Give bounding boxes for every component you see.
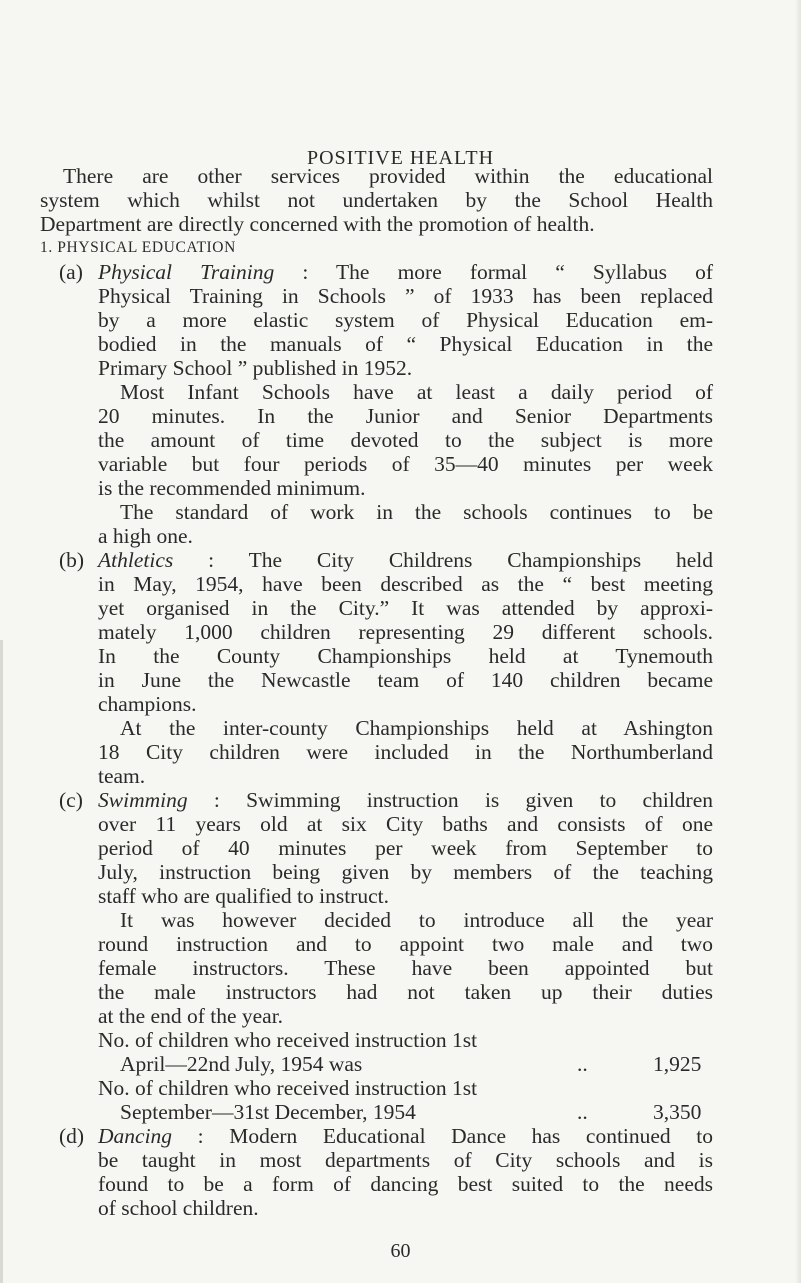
item-a-line: variable but four periods of 35—40 minutes per week — [98, 452, 713, 476]
item-b-line: yet organised in the City.” It was attended by approxi- — [98, 596, 713, 620]
item-b-line: In the County Championships held at Tynemouth — [98, 644, 713, 668]
item-a-line: by a more elastic system of Physical Education em- — [98, 308, 713, 332]
item-c-line: period of 40 minutes per week from September to — [98, 836, 713, 860]
item-d-line: found to be a form of dancing best suited to the needs — [98, 1172, 713, 1196]
intro-line-3: Department are directly concerned with the promotion of health. — [40, 212, 595, 236]
swimming-row-2-dots: .. — [577, 1100, 588, 1124]
item-a-first-text: : The more formal “ Syllabus of — [274, 260, 713, 284]
item-b-line: in June the Newcastle team of 140 children became — [98, 668, 713, 692]
item-d-first-line — [98, 1124, 713, 1148]
item-d-label: Dancing — [98, 1124, 173, 1148]
item-b-line: mately 1,000 children representing 29 different schools. — [98, 620, 713, 644]
page-edge-shadow — [795, 0, 801, 1283]
item-a-line: is the recommended minimum. — [98, 476, 366, 500]
item-b-line: team. — [98, 764, 146, 788]
item-a-line: a high one. — [98, 524, 193, 548]
item-c-line: It was however decided to introduce all the year — [120, 908, 713, 932]
section-heading: 1. PHYSICAL EDUCATION — [40, 239, 236, 256]
item-b-line: champions. — [98, 692, 197, 716]
item-a-line: Physical Training in Schools ” of 1933 has been replaced — [98, 284, 713, 308]
item-a-line: the amount of time devoted to the subject is more — [98, 428, 713, 452]
item-d-line: of school children. — [98, 1196, 259, 1220]
item-a-line: The standard of work in the schools continues to be — [120, 500, 713, 524]
item-a-first-line — [98, 260, 713, 284]
item-a-line: Most Infant Schools have at least a daily period of — [120, 380, 713, 404]
swimming-row-1-value: 1,925 — [653, 1052, 702, 1076]
intro-line-2: system which whilst not undertaken by the School Health — [40, 188, 713, 212]
item-d-first-text: : Modern Educational Dance has continued to — [172, 1124, 713, 1148]
item-c-first-line — [98, 788, 713, 812]
item-b-line: At the inter-county Championships held at Ashington — [120, 716, 713, 740]
item-b-label: Athletics — [98, 548, 174, 572]
swimming-row-2-value: 3,350 — [653, 1100, 702, 1124]
item-marker-c: (c) — [59, 788, 83, 812]
item-b-line: in May, 1954, have been described as the “ best meeting — [98, 572, 713, 596]
item-marker-b: (b) — [59, 548, 85, 572]
item-c-line: female instructors. These have been appointed but — [98, 956, 713, 980]
binding-edge — [0, 640, 3, 1283]
swimming-row-2-line-2: September—31st December, 1954 — [120, 1100, 416, 1124]
item-c-line: at the end of the year. — [98, 1004, 284, 1028]
swimming-row-1-dots: .. — [577, 1052, 588, 1076]
item-a-line: 20 minutes. In the Junior and Senior Departments — [98, 404, 713, 428]
swimming-row-2-line-1: No. of children who received instruction 1st — [98, 1076, 478, 1100]
item-b-first-line — [98, 548, 713, 572]
item-a-line: bodied in the manuals of “ Physical Education in the — [98, 332, 713, 356]
item-b-line: 18 City children were included in the Northumberland — [98, 740, 713, 764]
intro-line-1: There are other services provided within the educational — [63, 164, 713, 188]
item-d-line: be taught in most departments of City schools and is — [98, 1148, 713, 1172]
item-c-line: over 11 years old at six City baths and consists of one — [98, 812, 713, 836]
item-c-first-text: : Swimming instruction is given to children — [187, 788, 713, 812]
item-a-label: Physical Training — [98, 260, 275, 284]
page-title: POSITIVE HEALTH — [306, 147, 495, 169]
swimming-row-1-line-1: No. of children who received instruction 1st — [98, 1028, 478, 1052]
swimming-row-1-line-2: April—22nd July, 1954 was — [120, 1052, 363, 1076]
item-marker-d: (d) — [59, 1124, 85, 1148]
item-c-line: July, instruction being given by members of the teaching — [98, 860, 713, 884]
item-c-line: round instruction and to appoint two male and two — [98, 932, 713, 956]
item-c-label: Swimming — [98, 788, 188, 812]
item-c-line: staff who are qualified to instruct. — [98, 884, 389, 908]
item-c-line: the male instructors had not taken up their duties — [98, 980, 713, 1004]
page-number: 60 — [390, 1240, 411, 1262]
item-a-line: Primary School ” published in 1952. — [98, 356, 413, 380]
item-b-first-text: : The City Childrens Championships held — [173, 548, 713, 572]
item-marker-a: (a) — [59, 260, 83, 284]
